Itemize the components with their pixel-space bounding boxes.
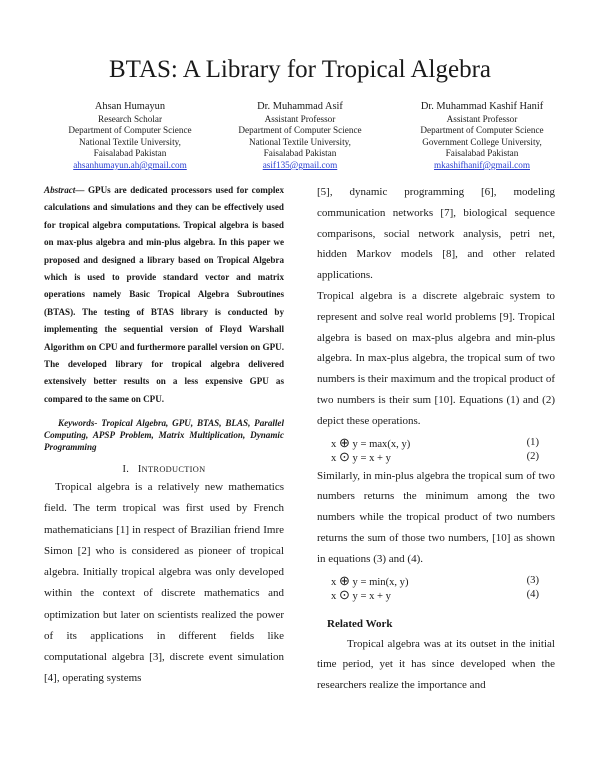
introduction-paragraph: Tropical algebra is a relatively new mathematics field. The term tropical was first used by French mathematicians [1] in respect of Brazilian friend Imre Simon [2] who is considered as pioneer of tropical algebra. Initially tropical algebra was only developed within the context of discrete mathematics and optimization but later on scientists realized the power of its applications in different fields like computational algebra [3], discrete event simulation [4], operating systems [44,481,284,685]
author-role: Assistant Professor [446,113,518,124]
equation: x ⊙ y = x + y (4) [331,586,539,602]
author-role: Assistant Professor [264,113,336,124]
author-block [382,101,582,172]
author-email-link[interactable]: ahsanhumayun.ah@gmail.com [73,159,187,170]
equation: x ⊙ y = x + y (2) [331,448,539,464]
equation-number: (1) [526,436,539,448]
keywords [44,417,284,453]
author-institution: National Textile University, [249,136,351,147]
author-email-link[interactable]: mkashifhanif@gmail.com [434,159,530,170]
author-dept: Department of Computer Science [68,125,192,136]
paper-title: BTAS: A Library for Tropical Algebra [109,56,491,83]
equation-number: (2) [526,450,539,462]
section-heading [44,464,284,475]
paragraph: Similarly, in min-plus algebra the tropical sum of two numbers returns the minimum among the two numbers while the tropical product of two numbers returns the sum of those two numbers, [10] as shown in equations (3) and (4). [317,469,555,565]
keywords-text: Tropical Algebra, GPU, BTAS, BLAS, Parallel Computing, APSP Problem, Matrix Multiplication, Dynamic Programming [44,418,284,453]
right-column [317,182,555,696]
author-institution: National Textile University, [79,136,181,147]
author-name: Dr. Muhammad Kashif Hanif [420,101,544,112]
abstract [44,182,284,408]
abstract-label: Abstract— [44,185,85,195]
equation-number: (4) [526,588,539,600]
author-dept: Department of Computer Science [238,125,362,136]
related-work-paragraph: Tropical algebra was at its outset in the initial time period, yet it has since developed when the researchers realize the importance and [317,637,555,692]
author-city: Faisalabad Pakistan [445,148,519,159]
equation: x ⊕ y = min(x, y) (3) [331,572,539,588]
author-city: Faisalabad Pakistan [263,148,337,159]
equation: x ⊕ y = max(x, y) (1) [331,434,539,450]
keywords-label: Keywords- [58,418,98,429]
paragraph: [5], dynamic programming [6], modeling communication networks [7], biological sequence comparisons, social network analysis, petri net, hidden Markov models [8], and other related applications. [317,186,555,282]
abstract-text: GPUs are dedicated processors used for complex calculations and simulations and they can be effectively used for tropical algebra computations. Tropical algebra is based on max-plus algebra and min-plus algebra. In this paper we proposed and designed a library based on Tropical Algebra which is used to provide standard vector and matrix operations namely Basic Tropical Algebra Subroutines (BTAS). The testing of BTAS library is conducted by implementing the sequential version of Floyd Warshall Algorithm on CPU and furthermore parallel version on GPU. The developed library for tropical algebra delivered extensively better results on a less expensive GPU as compared to the same on CPU. [44,185,284,404]
author-name: Dr. Muhammad Asif [257,101,343,112]
paragraph: Tropical algebra is a discrete algebraic system to represent and solve real world problems [9]. Tropical algebra is based on max-plus algebra and min-plus algebra. In max-plus algebra, the tropical sum of two numbers is their maximum and the tropical product of two numbers is their sum [10]. Equations (1) and (2) depict these operations. [317,289,555,427]
author-email-link[interactable]: asif135@gmail.com [262,159,338,170]
subsection-heading: Related Work [327,617,393,630]
author-city: Faisalabad Pakistan [93,148,167,159]
section-number: I. [122,464,130,476]
left-column [44,182,284,689]
section-title-initial: I [137,464,142,476]
equation-number: (3) [526,574,539,586]
equation-block [317,436,555,464]
author-role: Research Scholar [97,113,163,124]
author-institution: Government College University, [422,136,542,147]
section-title-rest: NTRODUCTION [141,465,206,475]
author-name: Ahsan Humayun [94,101,166,112]
author-block [200,101,400,172]
equation-block [317,574,555,602]
author-dept: Department of Computer Science [420,125,544,136]
